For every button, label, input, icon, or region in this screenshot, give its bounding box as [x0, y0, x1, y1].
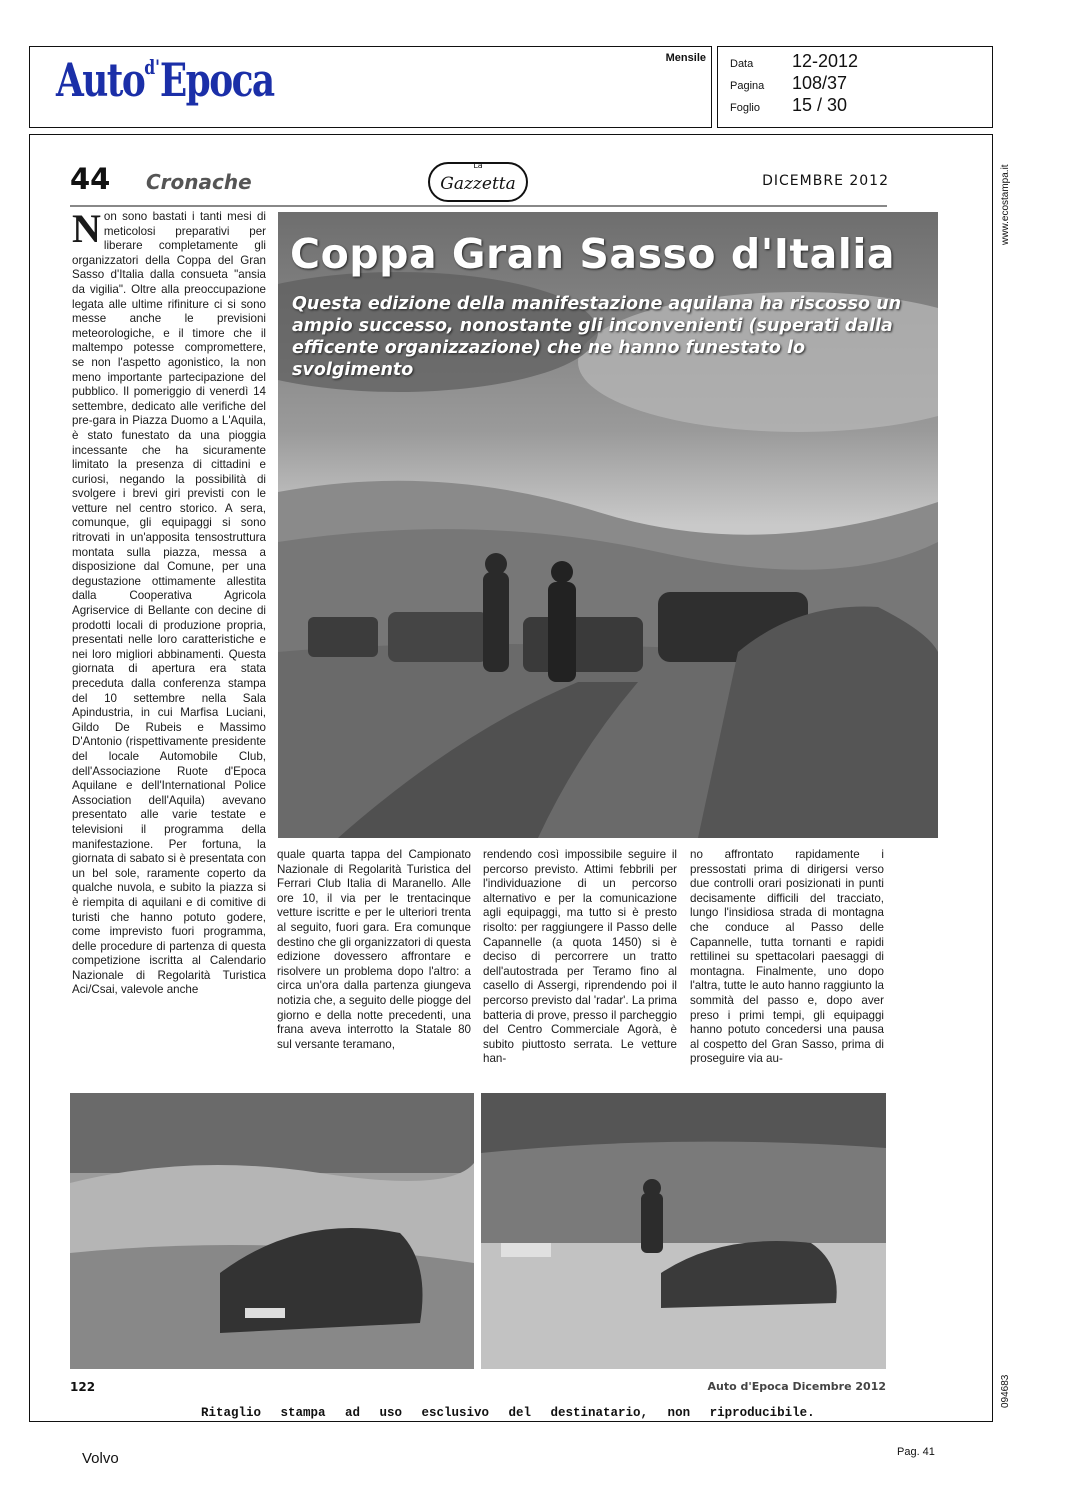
document-page-label: Pag. 41	[897, 1446, 935, 1458]
meta-row-page: Pagina 108/37	[730, 73, 848, 93]
issue-date: DICEMBRE 2012	[762, 173, 889, 189]
photo-ferrari	[70, 1093, 474, 1369]
side-code: 094683	[1000, 1374, 1011, 1408]
meta-row-sheet: Foglio 15 / 30	[730, 95, 848, 115]
article-headline: Coppa Gran Sasso d'Italia	[290, 230, 896, 278]
masthead-box	[29, 46, 712, 128]
side-website: www.ecostampa.it	[1000, 164, 1011, 245]
article-column-1: Non sono bastati i tanti mesi di meticolosi preparativi per liberare completamente gli organizzatori della Coppa del Gran Sasso d'Italia dalla consueta "ansia da vigilia". Oltre alla preoccupazione legata alle ultime rifiniture ci si sono messe anche le previsioni meteorologiche, e il timore che il maltempo potesse compromettere, se non l'aspetto agonistico, la non meno importante partecipazione del pubblico. Il pomeriggio di venerdì 14 settembre, dedicato alle verifiche del pre-gara in Piazza Duomo a L'Aquila, è stato funestato da una pioggia incessante che ha sicuramente limitato la presenza di cittadini e curiosi, negando la possibilità di svolgere i brevi giri previsti con le vetture nel centro storico. A sera, comunque, gli equipaggi si sono ritrovati in un'apposita tensostruttura montata sulla piazza, messa a disposizione dal Comune, per una degustazione ottimamente allestita dalla Cooperativa Agricola Agriservice di Bellante con decine di prodotti locali di produzione propria, presentati nelle loro caratteristiche e nei loro migliori abbinamenti. Questa giornata di apertura era stata preceduta dalla conferenza stampa del 10 settembre nella Sala Apindustria, in cui Marfisa Luciani, Gildo De Rubeis e Massimo D'Antonio (rispettivamente presidente del locale Automobile Club, dell'Associazione Ruote d'Epoca Aquilane e dell'International Police Association dell'Aquila) avevano presentato alle varie testate e televisioni il programma della manifestazione. Per fortuna, la giornata di sabato si è presentata con un bel sole, raramente coperto da qualche nuvola, e subito la piazza si è riempita di aquilani e di comitive di turisti che hanno potuto godere, come imprevisto fuori programma, delle procedure di partenza di questa competizione iscritta al Calendario Nazionale di Regolarità Turistica Aci/Csai, valevole anche	[72, 210, 266, 997]
footer-magazine-issue: Auto d'Epoca Dicembre 2012	[707, 1380, 886, 1393]
clipping-disclaimer: Ritaglio stampa ad uso esclusivo del destinatario, non riproducibile.	[201, 1406, 815, 1420]
article-column-4: no affrontato rapidamente i pressostati prima di dirigersi verso due controlli orari posizionati in punti decisamente difficili del tracciato, lungo l'insidiosa strada di montagna che conduce al Passo delle Capannelle, tutta tornanti e rapidi rettilinei su spettacolari paesaggi di montagna. Finalmente, uno dopo l'altra, tutte le auto hanno raggiunto la sommità del passo e, dopo aver preso i primi tempi, gli equipaggi hanno potuto concedersi una pausa al cospetto del Gran Sasso, prima di proseguire via au-	[690, 848, 884, 1066]
frequency-label: Mensile	[665, 52, 706, 64]
magazine-logo: Auto$^{d'}$Epoca	[56, 53, 274, 107]
meta-row-date: Data 12-2012	[730, 51, 859, 71]
header-rule	[70, 205, 887, 207]
section-title: Cronache	[146, 170, 252, 194]
article-column-2: quale quarta tappa del Campionato Nazionale di Regolarità Turistica del Ferrari Club Italia di Maranello. Alle ore 10, il via per le trentacinque vetture iscritte e per le ulteriori trenta al seguito, fuori gara. Era comunque destino che gli organizzatori di questa edizione dovessero affrontare e risolvere un problema dopo l'altro: a circa un'ora dalla partenza giungeva notizia che, a seguito delle piogge del giorno e della notte precedenti, una frana aveva interrotto la Statale 80 sul versante teramano,	[277, 848, 471, 1051]
gazzetta-logo: La Gazzetta	[428, 162, 528, 202]
drop-cap: N	[72, 210, 101, 251]
client-brand: Volvo	[82, 1450, 119, 1467]
clipping-meta-box	[717, 46, 993, 128]
footer-page-number: 122	[70, 1380, 96, 1394]
magazine-page-number: 44	[70, 162, 111, 196]
article-column-3: rendendo così impossibile seguire il percorso previsto. Attimi febbrili per l'individuazione di un percorso alternativo e per la comunicazione agli equipaggi, ma tutto si è presto risolto: per raggiungere il Passo delle Capannelle (a quota 1450) si è deciso di percorrere un tratto dell'autostrada per Teramo fino al casello di Assergi, riprendendo poi il percorso previsto dal 'radar'. La prima batteria di prove, presso il parcheggio del Centro Commerciale Agorà, è subito piuttosto serrata. Le vetture han-	[483, 848, 677, 1066]
article-deck: Questa edizione della manifestazione aquilana ha riscosso un ampio successo, nonostante gli inconvenienti (superati dalla efficente organizzazione) che ne hanno funestato lo svolgimento	[292, 294, 902, 380]
photo-lancia	[481, 1093, 886, 1369]
